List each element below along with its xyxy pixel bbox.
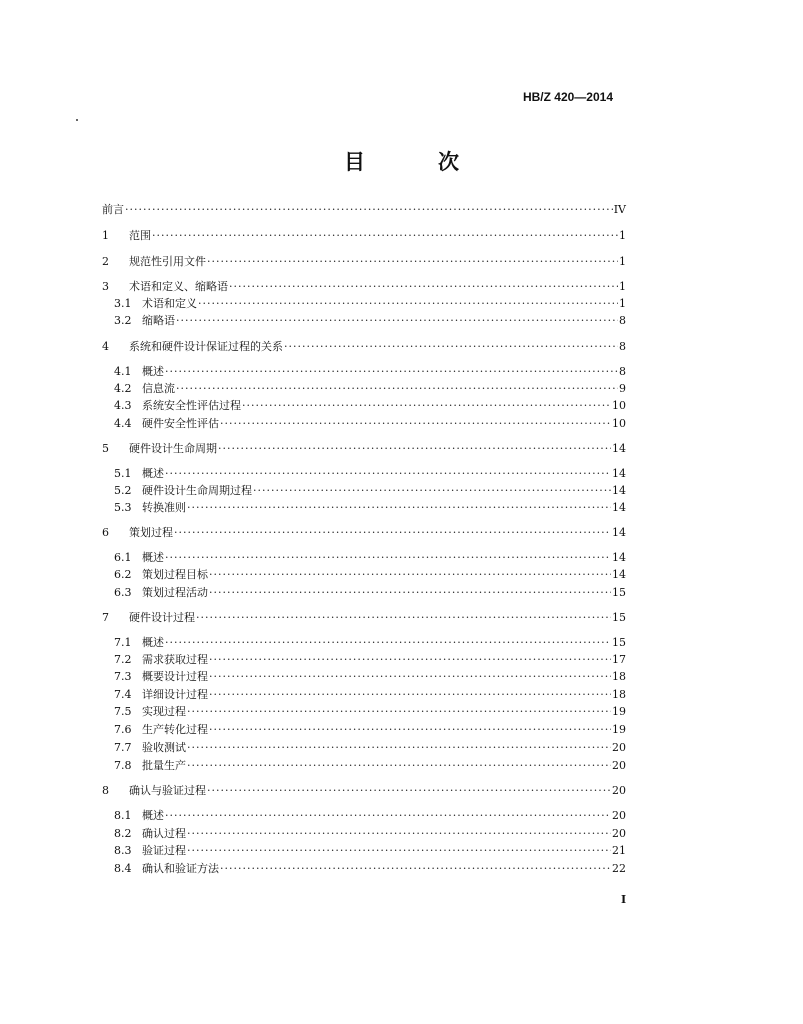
toc-entry-page: 20 [612, 784, 626, 797]
toc-entry-number: 4.4 [114, 417, 132, 430]
toc-dot-leader [176, 314, 618, 328]
toc-dot-leader [187, 705, 611, 719]
toc-dot-leader [165, 467, 611, 481]
toc-dot-leader [209, 653, 611, 667]
toc-entry[interactable] [114, 723, 626, 737]
toc-entry-number: 6.2 [114, 568, 132, 581]
toc-entry-number: 7.2 [114, 653, 132, 666]
toc-entry-number: 8.1 [114, 809, 132, 822]
toc-entry-label: 硬件安全性评估 [142, 417, 219, 430]
toc-entry-label: 前言 [102, 203, 124, 216]
toc-entry[interactable] [102, 526, 626, 540]
toc-entry-page: 1 [619, 280, 626, 293]
toc-entry-label: 信息流 [142, 382, 175, 395]
toc-entry-number: 2 [102, 255, 109, 268]
toc-dot-leader [187, 844, 611, 858]
toc-entry[interactable] [114, 670, 626, 684]
toc-entry-label: 批量生产 [142, 759, 186, 772]
toc-entry-page: 9 [619, 382, 626, 395]
toc-entry-page: 19 [612, 723, 626, 736]
toc-entry-page: 1 [619, 297, 626, 310]
toc-dot-leader [165, 809, 611, 823]
toc-entry-number: 3 [102, 280, 109, 293]
toc-entry-number: 4.1 [114, 365, 132, 378]
toc-entry-number: 7.4 [114, 688, 132, 701]
toc-entry-number: 7.7 [114, 741, 132, 754]
toc-entry[interactable] [102, 229, 626, 243]
toc-entry[interactable] [114, 314, 626, 328]
toc-entry-label: 转换准则 [142, 501, 186, 514]
toc-entry[interactable] [114, 862, 626, 876]
page-number: I [621, 893, 627, 906]
toc-entry[interactable] [114, 653, 626, 667]
toc-entry-label: 详细设计过程 [142, 688, 208, 701]
toc-entry[interactable] [114, 551, 626, 565]
toc-entry-page: 21 [612, 844, 626, 857]
toc-entry-number: 8.3 [114, 844, 132, 857]
toc-entry-label: 策划过程 [129, 526, 173, 539]
toc-dot-leader [125, 203, 613, 217]
toc-dot-leader [207, 784, 611, 798]
toc-entry-label: 概述 [142, 467, 164, 480]
toc-entry-number: 8.2 [114, 827, 132, 840]
toc-entry-number: 5.3 [114, 501, 132, 514]
toc-entry-number: 7.6 [114, 723, 132, 736]
toc-entry[interactable] [114, 501, 626, 515]
toc-entry[interactable] [114, 399, 626, 413]
toc-entry-page: 20 [612, 741, 626, 754]
toc-dot-leader [218, 442, 611, 456]
toc-entry-number: 6.3 [114, 586, 132, 599]
toc-entry-label: 缩略语 [142, 314, 175, 327]
toc-entry-number: 4 [102, 340, 109, 353]
toc-dot-leader [196, 611, 611, 625]
page-title: 目 次 [344, 149, 485, 174]
toc-entry-label: 确认与验证过程 [129, 784, 206, 797]
toc-dot-leader [187, 827, 611, 841]
toc-entry[interactable] [114, 827, 626, 841]
toc-entry[interactable] [102, 784, 626, 798]
toc-entry-label: 需求获取过程 [142, 653, 208, 666]
toc-dot-leader [242, 399, 611, 413]
toc-entry-label: 概述 [142, 636, 164, 649]
toc-entry-page: 14 [612, 467, 626, 480]
toc-entry-page: 8 [619, 365, 626, 378]
toc-entry-page: 14 [612, 442, 626, 455]
toc-entry-number: 5.1 [114, 467, 132, 480]
toc-entry[interactable] [114, 484, 626, 498]
toc-entry-page: 15 [612, 611, 626, 624]
toc-dot-leader [207, 255, 618, 269]
toc-entry-page: 14 [612, 568, 626, 581]
toc-entry-page: 10 [612, 399, 626, 412]
toc-entry-page: 19 [612, 705, 626, 718]
toc-entry-number: 7.8 [114, 759, 132, 772]
document-code: HB/Z 420—2014 [522, 90, 613, 104]
toc-entry-number: 7.3 [114, 670, 132, 683]
toc-entry[interactable] [114, 688, 626, 702]
toc-entry-label: 硬件设计过程 [129, 611, 195, 624]
toc-dot-leader [187, 741, 611, 755]
toc-dot-leader [165, 365, 618, 379]
toc-entry[interactable] [102, 280, 626, 294]
toc-dot-leader [209, 688, 611, 702]
toc-entry-label: 策划过程目标 [142, 568, 208, 581]
toc-entry-page: IV [613, 203, 626, 216]
toc-dot-leader [209, 586, 611, 600]
toc-entry-number: 4.3 [114, 399, 132, 412]
toc-entry-page: 8 [619, 340, 626, 353]
toc-dot-leader [220, 417, 611, 431]
toc-entry-page: 18 [612, 670, 626, 683]
toc-dot-leader [187, 501, 611, 515]
toc-entry-label: 硬件设计生命周期 [129, 442, 217, 455]
toc-entry-page: 17 [612, 653, 626, 666]
toc-entry-number: 5.2 [114, 484, 132, 497]
toc-entry-label: 硬件设计生命周期过程 [142, 484, 252, 497]
toc-dot-leader [284, 340, 618, 354]
toc-entry-label: 概要设计过程 [142, 670, 208, 683]
toc-entry-label: 概述 [142, 365, 164, 378]
toc-entry-page: 18 [612, 688, 626, 701]
toc-entry[interactable] [114, 809, 626, 823]
toc-entry[interactable] [114, 844, 626, 858]
toc-dot-leader [187, 759, 611, 773]
toc-dot-leader [152, 229, 618, 243]
toc-entry-number: 3.2 [114, 314, 132, 327]
toc-entry-number: 3.1 [114, 297, 132, 310]
toc-dot-leader [229, 280, 618, 294]
toc-dot-leader [209, 670, 611, 684]
toc-entry-page: 20 [612, 809, 626, 822]
toc-entry-page: 8 [619, 314, 626, 327]
toc-entry[interactable] [114, 586, 626, 600]
toc-dot-leader [209, 568, 611, 582]
toc-entry[interactable] [114, 382, 626, 396]
toc-dot-leader [209, 723, 611, 737]
toc-entry-label: 范围 [129, 229, 151, 242]
toc-entry[interactable] [114, 568, 626, 582]
toc-entry-number: 5 [102, 442, 109, 455]
toc-entry-label: 生产转化过程 [142, 723, 208, 736]
toc-entry-number: 4.2 [114, 382, 132, 395]
toc-entry-number: 1 [102, 229, 109, 242]
toc-entry-label: 概述 [142, 809, 164, 822]
toc-entry[interactable] [102, 340, 626, 354]
toc-entry-number: 7.5 [114, 705, 132, 718]
toc-dot-leader [198, 297, 618, 311]
toc-entry[interactable] [114, 417, 626, 431]
toc-entry[interactable] [114, 636, 626, 650]
toc-entry-label: 验收测试 [142, 741, 186, 754]
toc-entry-label: 规范性引用文件 [129, 255, 206, 268]
toc-entry[interactable] [114, 705, 626, 719]
toc-entry-number: 7 [102, 611, 109, 624]
toc-entry-page: 20 [612, 827, 626, 840]
toc-entry[interactable] [102, 442, 626, 456]
toc-entry[interactable] [102, 255, 626, 269]
toc-entry-label: 系统安全性评估过程 [142, 399, 241, 412]
toc-dot-leader [174, 526, 611, 540]
toc-entry-label: 术语和定义 [142, 297, 197, 310]
toc-entry-label: 验证过程 [142, 844, 186, 857]
toc-entry-page: 20 [612, 759, 626, 772]
scan-speck [76, 119, 78, 121]
toc-entry-number: 7.1 [114, 636, 132, 649]
toc-entry-page: 14 [612, 484, 626, 497]
toc-entry-number: 8.4 [114, 862, 132, 875]
toc-entry-page: 1 [619, 229, 626, 242]
toc-entry[interactable] [102, 611, 626, 625]
toc-entry[interactable] [114, 467, 626, 481]
toc-dot-leader [253, 484, 611, 498]
toc-dot-leader [165, 636, 611, 650]
toc-entry[interactable] [114, 759, 626, 773]
toc-entry-page: 15 [612, 586, 626, 599]
toc-entry-label: 概述 [142, 551, 164, 564]
toc-entry-number: 8 [102, 784, 109, 797]
toc-entry-page: 15 [612, 636, 626, 649]
toc-entry-page: 22 [612, 862, 626, 875]
toc-entry[interactable] [114, 741, 626, 755]
toc-entry-label: 实现过程 [142, 705, 186, 718]
toc-entry[interactable] [114, 297, 626, 311]
toc-entry-page: 14 [612, 551, 626, 564]
toc-entry-number: 6 [102, 526, 109, 539]
toc-entry-number: 6.1 [114, 551, 132, 564]
toc-entry-label: 确认过程 [142, 827, 186, 840]
toc-entry-page: 10 [612, 417, 626, 430]
toc-entry[interactable] [114, 365, 626, 379]
toc-entry-label: 确认和验证方法 [142, 862, 219, 875]
toc-entry-page: 14 [612, 501, 626, 514]
toc-entry[interactable] [102, 203, 626, 217]
toc-entry-page: 14 [612, 526, 626, 539]
toc-entry-label: 策划过程活动 [142, 586, 208, 599]
toc-entry-label: 术语和定义、缩略语 [129, 280, 228, 293]
toc-dot-leader [165, 551, 611, 565]
toc-dot-leader [220, 862, 611, 876]
toc-entry-label: 系统和硬件设计保证过程的关系 [129, 340, 283, 353]
toc-dot-leader [176, 382, 618, 396]
toc-entry-page: 1 [619, 255, 626, 268]
